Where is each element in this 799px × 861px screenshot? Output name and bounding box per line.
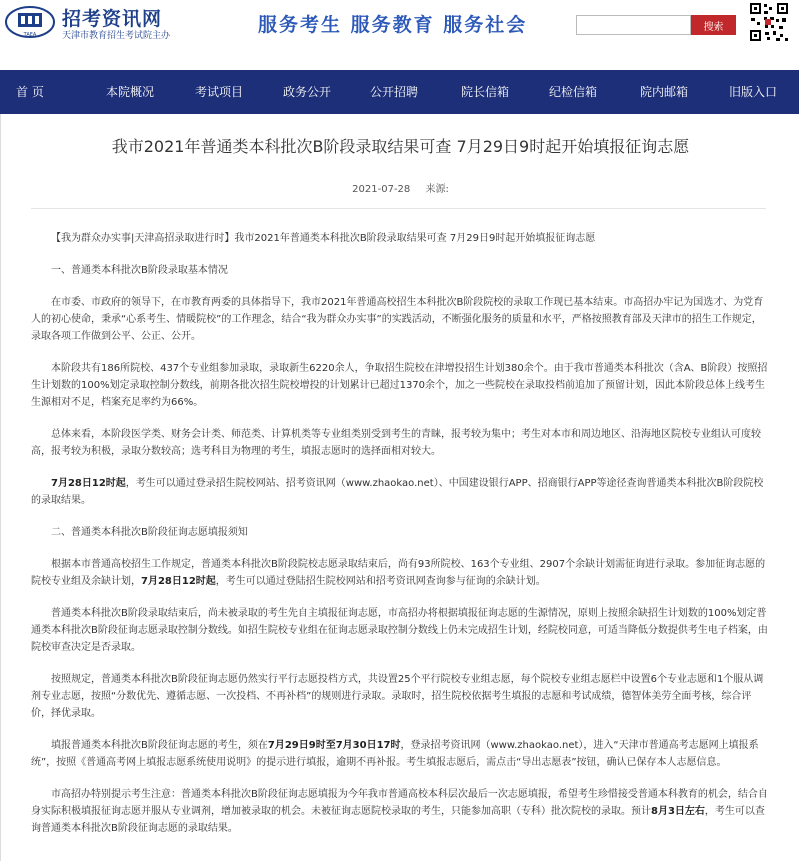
article-paragraph: 【我为群众办实事|天津高招录取进行时】我市2021年普通类本科批次B阶段录取结果可查 7月29日9时起开始填报征询志愿 bbox=[51, 233, 596, 244]
nav-item-home[interactable]: 首 页 bbox=[16, 85, 44, 99]
article-paragraph: 总体来看，本阶段医学类、财务会计类、师范类、计算机类等专业组类别受到考生的青睐，报考较为集中；考生对本市和周边地区、沿海地区院校专业组认可度较高，报考较为积极，录取分数较高；选考科目为物理的考生，填报志愿时的选择面相对较大。 bbox=[31, 429, 761, 457]
article-body bbox=[31, 230, 769, 852]
article-date: 2021-07-28 bbox=[352, 184, 411, 195]
paragraph-text: ，考生可以查询普通类本科批次B阶段征询志愿的录取结果。 bbox=[31, 806, 765, 834]
nav-item-internal-mail[interactable]: 院内邮箱 bbox=[640, 85, 689, 99]
nav-item-public-affairs[interactable]: 政务公开 bbox=[283, 85, 332, 99]
main-nav bbox=[0, 70, 799, 114]
article-source: 来源: bbox=[425, 184, 449, 195]
article-title: 我市2021年普通类本科批次B阶段录取结果可查 7月29日9时起开始填报征询志愿 bbox=[111, 137, 690, 156]
paragraph-text: ，考生可以通过登录招生院校网站、招考资讯网（www.zhaokao.net）、中国建设银行APP、招商银行APP等途径查询普通类本科批次B阶段院校的录取结果。 bbox=[31, 478, 764, 506]
title-divider bbox=[31, 208, 766, 209]
article-paragraph: 本阶段共有186所院校、437个专业组参加录取，录取新生6220余人，争取招生院校在津增投招生计划380余个。由于我市普通类本科批次（含A、B阶段）按照招生计划数的100%划定录取控制分数线，前期各批次招生院校增投的计划累计已超过1370余个，加之一些院校在录取投档前追加了预留计划，因此本阶段总体上线考生生源相对不足，档案充足率约为66%。 bbox=[31, 363, 768, 408]
emphasis-text: 8月3日左右 bbox=[651, 806, 705, 817]
paragraph-text: ，考生可以通过登陆招生院校网站和招考资讯网查询参与征询的余缺计划。 bbox=[215, 576, 546, 587]
search-button[interactable]: 搜索 bbox=[691, 15, 736, 35]
article-paragraph: 普通类本科批次B阶段录取结束后，尚未被录取的考生先自主填报征询志愿，市高招办将根据填报征询志愿的生源情况，原则上按照余缺招生计划数的100%划定普通类本科批次B阶段征询志愿录取控制分数线。如招生院校专业组在征询志愿录取控制分数线上仍未完成招生计划，经院校同意，可适当降低分数提供考生电子档案，由院校审查决定是否录取。 bbox=[31, 608, 768, 653]
section-heading: 二、普通类本科批次B阶段征询志愿填报须知 bbox=[51, 527, 248, 538]
nav-item-president-mailbox[interactable]: 院长信箱 bbox=[461, 85, 510, 99]
article-paragraph: 按照规定，普通类本科批次B阶段征询志愿仍然实行平行志愿投档方式，共设置25个平行院校专业组志愿，每个院校专业组志愿栏中设置6个专业志愿和1个服从调剂专业志愿，按照“分数优先、遵循志愿、一次投档、不再补档”的规则进行录取。录取时，招生院校依据考生填报的志愿和考试成绩，德智体美劳全面考核，综合评价，择优录取。 bbox=[31, 674, 764, 719]
article-paragraph bbox=[31, 556, 769, 590]
nav-item-exams[interactable]: 考试项目 bbox=[195, 85, 244, 99]
svg-text:TAEA: TAEA bbox=[23, 32, 37, 38]
emphasis-text: 7月29日9时至7月30日17时 bbox=[267, 740, 401, 751]
article-paragraph: 在市委、市政府的领导下，在市教育两委的具体指导下，我市2021年普通高校招生本科批次B阶段院校的录取工作现已基本结束。市高招办牢记为国选才、为党育人的初心使命，秉承“心系考生、情暖院校”的工作理念，结合“我为群众办实事”的实践活动，不断强化服务的质量和水平，严格按照教育部及天津市的招生工作规定，录取各项工作做到公平、公正、公开。 bbox=[31, 297, 764, 342]
search-input[interactable] bbox=[576, 15, 691, 35]
slogan: 服务考生 服务教育 服务社会 bbox=[258, 14, 528, 36]
site-header bbox=[0, 0, 799, 70]
nav-item-old-version[interactable]: 旧版入口 bbox=[729, 85, 778, 99]
paragraph-text: 根据本市普通高校招生工作规定，普通类本科批次B阶段院校志愿录取结束后，尚有93所院校、163个专业组、2907个余缺计划需征询进行录取。参加征询志愿的院校专业组及余缺计划， bbox=[31, 559, 766, 587]
emphasis-text: 7月28日12时起 bbox=[141, 576, 216, 587]
site-subtitle: 天津市教育招生考试院主办 bbox=[62, 31, 171, 41]
paragraph-text: 市高招办特别提示考生注意：普通类本科批次B阶段征询志愿填报为今年我市普通高校本科层次最后一次志愿填报，希望考生珍惜接受普通本科教育的机会，结合自身实际积极填报征询志愿并服从专业调剂，增加被录取的机会。未被征询志愿院校录取的考生，只能参加高职（专科）批次院校的录取。预计 bbox=[31, 789, 768, 817]
article-container bbox=[0, 114, 799, 861]
article-meta bbox=[1, 180, 799, 195]
article-paragraph bbox=[31, 786, 769, 837]
paragraph-text: 填报普通类本科批次B阶段征询志愿的考生，须在 bbox=[51, 740, 268, 751]
article-paragraph bbox=[31, 737, 769, 771]
nav-item-recruitment[interactable]: 公开招聘 bbox=[370, 85, 419, 99]
section-heading: 一、普通类本科批次B阶段录取基本情况 bbox=[51, 265, 228, 276]
qr-code-icon bbox=[748, 1, 790, 43]
site-logo-icon[interactable] bbox=[4, 5, 56, 39]
article-paragraph bbox=[31, 475, 769, 509]
nav-item-discipline-mailbox[interactable]: 纪检信箱 bbox=[549, 85, 598, 99]
nav-item-about[interactable]: 本院概况 bbox=[106, 85, 155, 99]
paragraph-text: ，登录招考资讯网（www.zhaokao.net），进入“天津市普通高考志愿网上填报系统”，按照《普通高考网上填报志愿系统使用说明》的提示进行填报，逾期不再补报。考生填报志愿后，需点击“导出志愿表”按钮，确认已保存本人志愿信息。 bbox=[31, 740, 759, 768]
site-title[interactable]: 招考资讯网 bbox=[62, 8, 163, 30]
emphasis-text: 7月28日12时起 bbox=[51, 478, 126, 489]
